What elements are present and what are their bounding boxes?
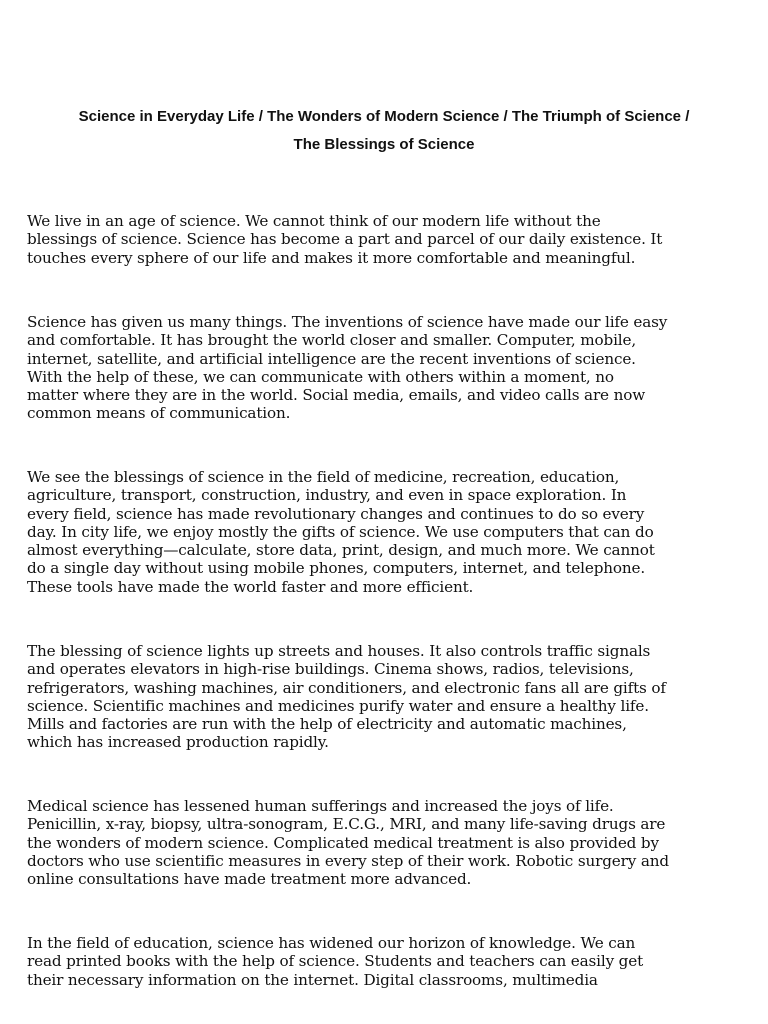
paragraph-3 [27, 468, 727, 596]
paragraph-1 [27, 212, 727, 267]
paragraph-line: matter where they are in the world. Social media, emails, and video calls are now [27, 386, 646, 405]
paragraph-line: In the field of education, science has widened our horizon of knowledge. We can [27, 934, 636, 952]
paragraph-line: We see the blessings of science in the field of medicine, recreation, education, [27, 468, 620, 486]
paragraph-6 [27, 934, 727, 989]
paragraph-2 [27, 313, 727, 423]
paragraph-line: agriculture, transport, construction, industry, and even in space exploration. In [27, 486, 627, 505]
paragraph-line: blessings of science. Science has become a part and parcel of our daily existence. It [27, 230, 663, 249]
paragraph-line: We live in an age of science. We cannot think of our modern life without the [27, 212, 601, 230]
paragraph-line: doctors who use scientific measures in every step of their work. Robotic surgery and [27, 851, 669, 870]
paragraph-line: which has increased production rapidly. [27, 733, 329, 752]
paragraph-line: refrigerators, washing machines, air conditioners, and electronic fans all are gifts of [27, 678, 666, 697]
paragraph-line: and operates elevators in high-rise buildings. Cinema shows, radios, televisions, [27, 660, 634, 679]
paragraph-line: every field, science has made revolutionary changes and continues to do so every [27, 504, 645, 523]
paragraph-line: Medical science has lessened human sufferings and increased the joys of life. [27, 797, 614, 815]
paragraph-line: These tools have made the world faster and more efficient. [27, 577, 474, 596]
title-line-2: The Blessings of Science [293, 136, 475, 153]
paragraph-line: Penicillin, x-ray, biopsy, ultra-sonogram, E.C.G., MRI, and many life-saving drugs are [27, 815, 666, 834]
paragraph-line: their necessary information on the internet. Digital classrooms, multimedia [27, 970, 598, 989]
paragraph-line: science. Scientific machines and medicines purify water and ensure a healthy life. [27, 696, 649, 715]
paragraph-line: day. In city life, we enjoy mostly the gifts of science. We use computers that can do [27, 522, 654, 541]
paragraph-line: The blessing of science lights up streets and houses. It also controls traffic signals [27, 642, 651, 660]
paragraph-line: the wonders of modern science. Complicated medical treatment is also provided by [27, 833, 659, 852]
paragraph-line: Mills and factories are run with the help of electricity and automatic machines, [27, 715, 627, 734]
paragraph-line: With the help of these, we can communicate with others within a moment, no [27, 367, 614, 386]
paragraph-line: touches every sphere of our life and makes it more comfortable and meaningful. [27, 248, 636, 267]
title-line-1: Science in Everyday Life / The Wonders of Modern Science / The Triumph of Science / [78, 108, 690, 125]
paragraph-line: read printed books with the help of science. Students and teachers can easily get [27, 952, 644, 971]
paragraph-line: common means of communication. [27, 404, 291, 423]
document-title [28, 103, 740, 159]
paragraph-line: almost everything—calculate, store data, print, design, and much more. We cannot [27, 541, 655, 560]
paragraph-line: Science has given us many things. The inventions of science have made our life easy [27, 313, 668, 331]
paragraph-4 [27, 642, 727, 752]
paragraph-line: and comfortable. It has brought the world closer and smaller. Computer, mobile, [27, 331, 636, 350]
paragraph-5 [27, 797, 727, 888]
paragraph-line: online consultations have made treatment more advanced. [27, 870, 472, 889]
paragraph-line: do a single day without using mobile phones, computers, internet, and telephone. [27, 559, 646, 578]
paragraph-line: internet, satellite, and artificial intelligence are the recent inventions of science. [27, 349, 636, 368]
